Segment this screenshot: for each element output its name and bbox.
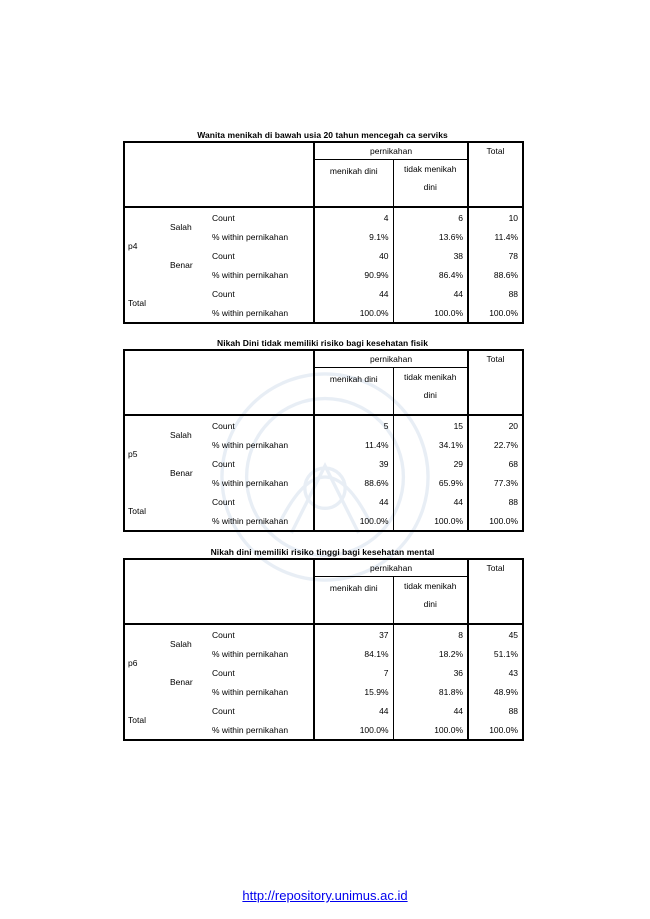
crosstab-p5 bbox=[123, 337, 522, 532]
cell-value: 44 bbox=[393, 284, 468, 303]
corner-cell bbox=[124, 559, 314, 624]
row-group-label: Benar bbox=[170, 677, 193, 687]
cell-value: 81.8% bbox=[393, 682, 468, 701]
col-group-header: pernikahan bbox=[314, 142, 468, 160]
col-header-tidak-menikah-dini: tidak menikah dini bbox=[393, 160, 468, 208]
col-header-menikah-dini: menikah dini bbox=[314, 577, 393, 625]
cell-value: 10 bbox=[468, 207, 523, 227]
row-var-label: p4 bbox=[128, 241, 138, 251]
stat-label: Count bbox=[212, 705, 235, 716]
cell-value: 44 bbox=[314, 492, 393, 511]
cell-value: 34.1% bbox=[393, 435, 468, 454]
stat-label: Count bbox=[212, 250, 235, 261]
col-header-menikah-dini: menikah dini bbox=[314, 368, 393, 416]
total-row-label: Total bbox=[128, 715, 146, 725]
cell-value: 77.3% bbox=[468, 473, 523, 492]
corner-cell bbox=[124, 350, 314, 415]
cell-value: 20 bbox=[468, 415, 523, 435]
cell-value: 88.6% bbox=[314, 473, 393, 492]
row-group-label: Benar bbox=[170, 260, 193, 270]
cell-value: 13.6% bbox=[393, 227, 468, 246]
table-title: Nikah Dini tidak memiliki risiko bagi kesehatan fisik bbox=[217, 338, 428, 348]
row-var-label: p6 bbox=[128, 658, 138, 668]
cell-value: 100.0% bbox=[393, 511, 468, 531]
row-group-label: Benar bbox=[170, 468, 193, 478]
stat-label: Count bbox=[212, 496, 235, 507]
cell-value: 7 bbox=[314, 663, 393, 682]
cell-value: 44 bbox=[314, 284, 393, 303]
cell-value: 22.7% bbox=[468, 435, 523, 454]
corner-cell bbox=[124, 142, 314, 207]
crosstab-table bbox=[123, 558, 524, 741]
cell-value: 18.2% bbox=[393, 644, 468, 663]
cell-value: 15 bbox=[393, 415, 468, 435]
stat-label: % within pernikahan bbox=[212, 515, 289, 526]
cell-value: 38 bbox=[393, 246, 468, 265]
cell-value: 88 bbox=[468, 701, 523, 720]
row-group-label: Salah bbox=[170, 639, 192, 649]
cell-value: 90.9% bbox=[314, 265, 393, 284]
cell-value: 37 bbox=[314, 624, 393, 644]
cell-value: 8 bbox=[393, 624, 468, 644]
stat-label: % within pernikahan bbox=[212, 307, 289, 318]
cell-value: 39 bbox=[314, 454, 393, 473]
stat-label: % within pernikahan bbox=[212, 269, 289, 280]
stat-label: % within pernikahan bbox=[212, 648, 289, 659]
cell-value: 45 bbox=[468, 624, 523, 644]
total-col-header: Total bbox=[468, 350, 523, 415]
cell-value: 88.6% bbox=[468, 265, 523, 284]
cell-value: 43 bbox=[468, 663, 523, 682]
cell-value: 78 bbox=[468, 246, 523, 265]
cell-value: 100.0% bbox=[468, 303, 523, 323]
cell-value: 9.1% bbox=[314, 227, 393, 246]
crosstab-table bbox=[123, 349, 524, 532]
col-header-menikah-dini: menikah dini bbox=[314, 160, 393, 208]
stat-label: Count bbox=[212, 288, 235, 299]
stat-label: Count bbox=[212, 629, 235, 640]
page-footer bbox=[0, 888, 650, 904]
cell-value: 29 bbox=[393, 454, 468, 473]
crosstab-p6 bbox=[123, 546, 522, 741]
cell-value: 11.4% bbox=[468, 227, 523, 246]
stat-label: % within pernikahan bbox=[212, 231, 289, 242]
stat-label: % within pernikahan bbox=[212, 477, 289, 488]
cell-value: 15.9% bbox=[314, 682, 393, 701]
cell-value: 44 bbox=[393, 701, 468, 720]
cell-value: 11.4% bbox=[314, 435, 393, 454]
stat-label: Count bbox=[212, 458, 235, 469]
row-group-label: Salah bbox=[170, 430, 192, 440]
cell-value: 44 bbox=[314, 701, 393, 720]
stat-label: Count bbox=[212, 212, 235, 223]
cell-value: 88 bbox=[468, 492, 523, 511]
col-group-header: pernikahan bbox=[314, 350, 468, 368]
cell-value: 6 bbox=[393, 207, 468, 227]
repository-link[interactable]: http://repository.unimus.ac.id bbox=[242, 888, 408, 903]
col-header-tidak-menikah-dini: tidak menikah dini bbox=[393, 368, 468, 416]
stat-label: % within pernikahan bbox=[212, 724, 289, 735]
row-var-label: p5 bbox=[128, 449, 138, 459]
cell-value: 86.4% bbox=[393, 265, 468, 284]
total-row-label: Total bbox=[128, 298, 146, 308]
cell-value: 100.0% bbox=[468, 511, 523, 531]
table-title: Nikah dini memiliki risiko tinggi bagi kesehatan mental bbox=[210, 547, 435, 557]
total-row-label: Total bbox=[128, 506, 146, 516]
cell-value: 44 bbox=[393, 492, 468, 511]
cell-value: 100.0% bbox=[468, 720, 523, 740]
cell-value: 4 bbox=[314, 207, 393, 227]
table-title: Wanita menikah di bawah usia 20 tahun mencegah ca serviks bbox=[197, 130, 448, 140]
cell-value: 40 bbox=[314, 246, 393, 265]
stat-label: % within pernikahan bbox=[212, 686, 289, 697]
cell-value: 100.0% bbox=[393, 303, 468, 323]
cell-value: 100.0% bbox=[314, 511, 393, 531]
cell-value: 51.1% bbox=[468, 644, 523, 663]
cell-value: 65.9% bbox=[393, 473, 468, 492]
stat-label: % within pernikahan bbox=[212, 439, 289, 450]
cell-value: 5 bbox=[314, 415, 393, 435]
cell-value: 48.9% bbox=[468, 682, 523, 701]
cell-value: 88 bbox=[468, 284, 523, 303]
cell-value: 100.0% bbox=[314, 720, 393, 740]
crosstab-p4 bbox=[123, 129, 522, 324]
stat-label: Count bbox=[212, 667, 235, 678]
row-group-label: Salah bbox=[170, 222, 192, 232]
cell-value: 100.0% bbox=[393, 720, 468, 740]
cell-value: 68 bbox=[468, 454, 523, 473]
cell-value: 100.0% bbox=[314, 303, 393, 323]
cell-value: 36 bbox=[393, 663, 468, 682]
crosstab-table bbox=[123, 141, 524, 324]
cell-value: 84.1% bbox=[314, 644, 393, 663]
total-col-header: Total bbox=[468, 559, 523, 624]
stat-label: Count bbox=[212, 420, 235, 431]
col-group-header: pernikahan bbox=[314, 559, 468, 577]
col-header-tidak-menikah-dini: tidak menikah dini bbox=[393, 577, 468, 625]
total-col-header: Total bbox=[468, 142, 523, 207]
